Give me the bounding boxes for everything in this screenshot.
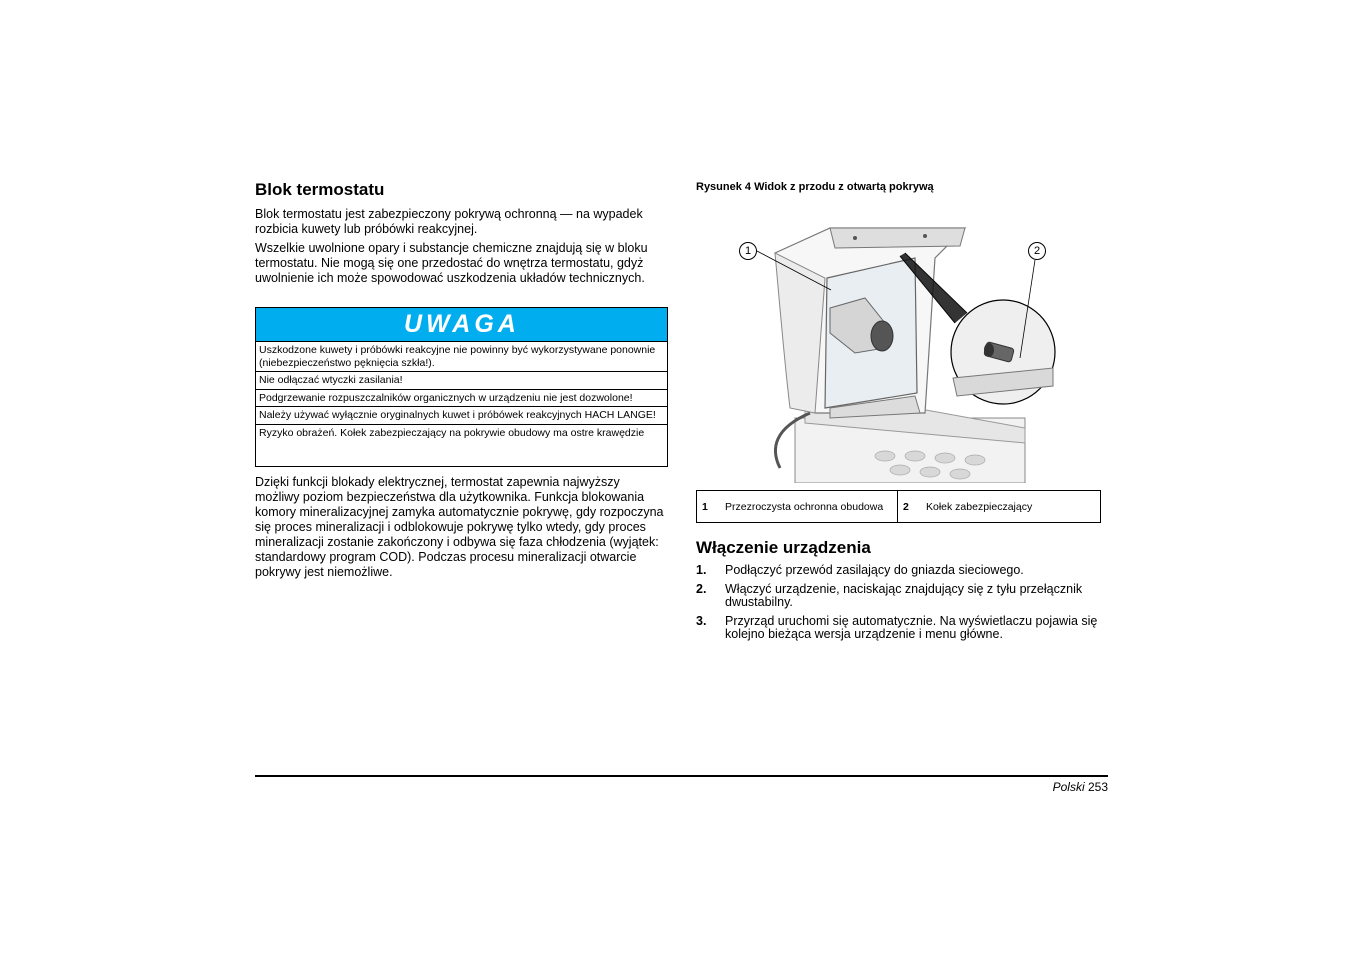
list-item — [696, 564, 1111, 578]
warning-item: Uszkodzone kuwety i próbówki reakcyjne nie powinny być wykorzystywane ponownie (niebezpieczeństwo pęknięcia szkła!). — [256, 342, 667, 372]
legend-text: Kołek zabezpieczający — [926, 500, 1033, 513]
step-number: 3. — [696, 613, 707, 628]
paragraph-lock-function: Dzięki funkcji blokady elektrycznej, termostat zapewnia najwyższy możliwy poziom bezpieczeństwa dla użytkownika. Funkcja blokowania komory mineralizacyjnej zamyka automatycznie pokrywę, gdy rozpoczyna się proces mineralizacji i odblokowuje pokrywę tylko wtedy, gdy proces mineralizacji zostanie zakończony i odbywa się faza chłodzenia (wyjątek: standardowy program COD). Podczas procesu mineralizacji otwarcie pokrywy jest niemożliwe. — [255, 475, 664, 579]
warning-item: Ryzyko obrażeń. Kołek zabezpieczający na pokrywie obudowy ma ostre krawędzie — [259, 426, 645, 439]
callout-1: 1 — [739, 242, 757, 260]
step-text: Włączyć urządzenie, naciskając znajdujący się z tyłu przełącznik dwustabilny. — [725, 581, 1083, 609]
paragraph-intro: Blok termostatu jest zabezpieczony pokrywą ochronną — na wypadek rozbicia kuwety lub próbówki reakcyjnej. — [255, 207, 643, 236]
device-illustration — [735, 218, 1065, 483]
footer-rule — [255, 775, 1108, 777]
warning-box — [255, 307, 668, 467]
steps-list — [696, 564, 1111, 647]
step-text: Podłączyć przewód zasilający do gniazda sieciowego. — [725, 563, 1024, 577]
step-text: Przyrząd uruchomi się automatycznie. Na wyświetlaczu pojawia się kolejno bieżąca wersja urządzenie i menu główne. — [725, 613, 1098, 641]
list-item — [696, 615, 1111, 642]
callout-2: 2 — [1028, 242, 1046, 260]
figure-legend-table — [696, 490, 1101, 523]
step-number: 2. — [696, 581, 707, 596]
step-number: 1. — [696, 563, 707, 577]
legend-number: 1 — [702, 500, 708, 513]
page-number: 253 — [1087, 780, 1108, 794]
footer-language: Polski — [1052, 780, 1085, 794]
warning-item: Należy używać wyłącznie oryginalnych kuwet i próbówek reakcyjnych HACH LANGE! — [256, 407, 667, 425]
warning-title: UWAGA — [404, 310, 520, 338]
section-heading-thermostat-block: Blok termostatu — [255, 180, 385, 199]
figure-caption: Rysunek 4 Widok z przodu z otwartą pokrywą — [696, 181, 934, 193]
warning-item: Nie odłączać wtyczki zasilania! — [256, 372, 667, 390]
warning-item: Podgrzewanie rozpuszczalników organicznych w urządzeniu nie jest dozwolone! — [256, 390, 667, 408]
warning-header — [256, 308, 667, 342]
list-item — [696, 583, 1111, 610]
section-heading-power-on: Włączenie urządzenia — [696, 538, 871, 557]
page-footer — [1053, 780, 1108, 794]
legend-text: Przezroczysta ochronna obudowa — [725, 491, 898, 522]
paragraph-vapors: Wszelkie uwolnione opary i substancje chemiczne znajdują się w bloku termostatu. Nie mogą się one przedostać do wnętrza termostatu, gdyż uwolnienie ich może spowodować uszkodzenia układów technicznych. — [255, 241, 648, 285]
legend-number: 2 — [903, 500, 909, 513]
